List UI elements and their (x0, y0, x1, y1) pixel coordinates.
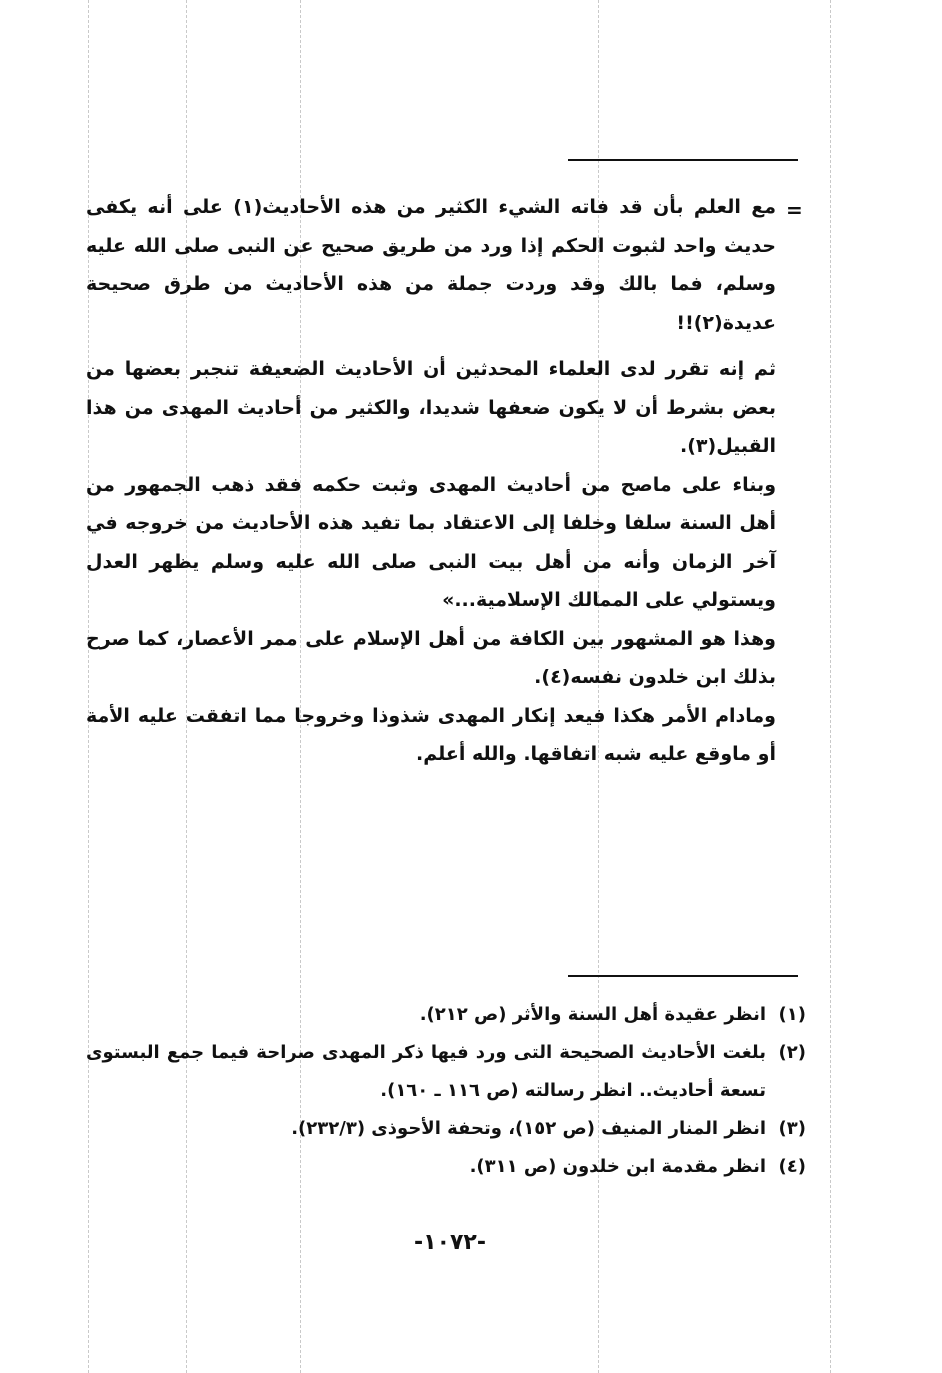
footnote-number: (٢) (778, 1042, 806, 1063)
top-rule (568, 159, 798, 161)
footnote (86, 1148, 806, 1186)
footnote-text: انظر عقيدة أهل السنة والأثر (ص ٢١٢). (419, 1004, 766, 1025)
footnote-rule (568, 975, 798, 977)
footnote (86, 1110, 806, 1148)
footnote-text: بلغت الأحاديث الصحيحة التى ورد فيها ذكر المهدى صراحة فيما جمع البستوى تسعة أحاديث.. انظر رسالته (ص ١١٦ ـ ١٦٠). (86, 1042, 766, 1101)
footnote-text: انظر المنار المنيف (ص ١٥٢)، وتحفة الأحوذى (٢٣٢/٣). (291, 1118, 766, 1139)
lead-dash: = (786, 198, 803, 222)
footnote (86, 1034, 806, 1110)
page-number: -١٠٧٢- (414, 1230, 486, 1255)
footnote-number: (٤) (778, 1156, 806, 1177)
paragraph: مع العلم بأن قد فاته الشيء الكثير من هذه الأحاديث(١) على أنه يكفى حديث واحد لثبوت الحكم إذا ورد من طريق صحيح عن النبى صلى الله عليه وسلم، فما بالك وقد وردت جملة من هذه الأحاديث من طرق صحيحة عديدة(٢)!! (86, 196, 776, 334)
paragraph: وبناء على ماصح من أحاديث المهدى وثبت حكمه فقد ذهب الجمهور من أهل السنة سلفا وخلفا إلى الاعتقاد بما تفيد هذه الأحاديث من خروجه في آخر الزمان وأنه من أهل بيت النبى صلى الله عليه وسلم يظهر العدل ويستولي على الممالك الإسلامية...» (86, 473, 776, 611)
paragraph: ومادام الأمر هكذا فيعد إنكار المهدى شذوذا وخروجا مما اتفقت عليه الأمة أو ماوقع عليه شبه اتفاقها. والله أعلم. (86, 704, 776, 765)
footnotes (86, 996, 806, 1186)
scan-guide-line (830, 0, 831, 1373)
footnote-number: (١) (778, 1004, 806, 1025)
paragraph: وهذا هو المشهور بين الكافة من أهل الإسلام على ممر الأعصار، كما صرح بذلك ابن خلدون نفسه(٤). (86, 627, 776, 688)
main-text (86, 188, 776, 774)
footnote-text: انظر مقدمة ابن خلدون (ص ٣١١). (469, 1156, 766, 1177)
paragraph: ثم إنه تقرر لدى العلماء المحدثين أن الأحاديث الضعيفة تنجبر بعضها من بعض بشرط أن لا يكون ضعفها شديدا، والكثير من أحاديث المهدى من هذا القبيل(٣). (86, 358, 776, 457)
footnote (86, 996, 806, 1034)
footnote-number: (٣) (778, 1118, 806, 1139)
